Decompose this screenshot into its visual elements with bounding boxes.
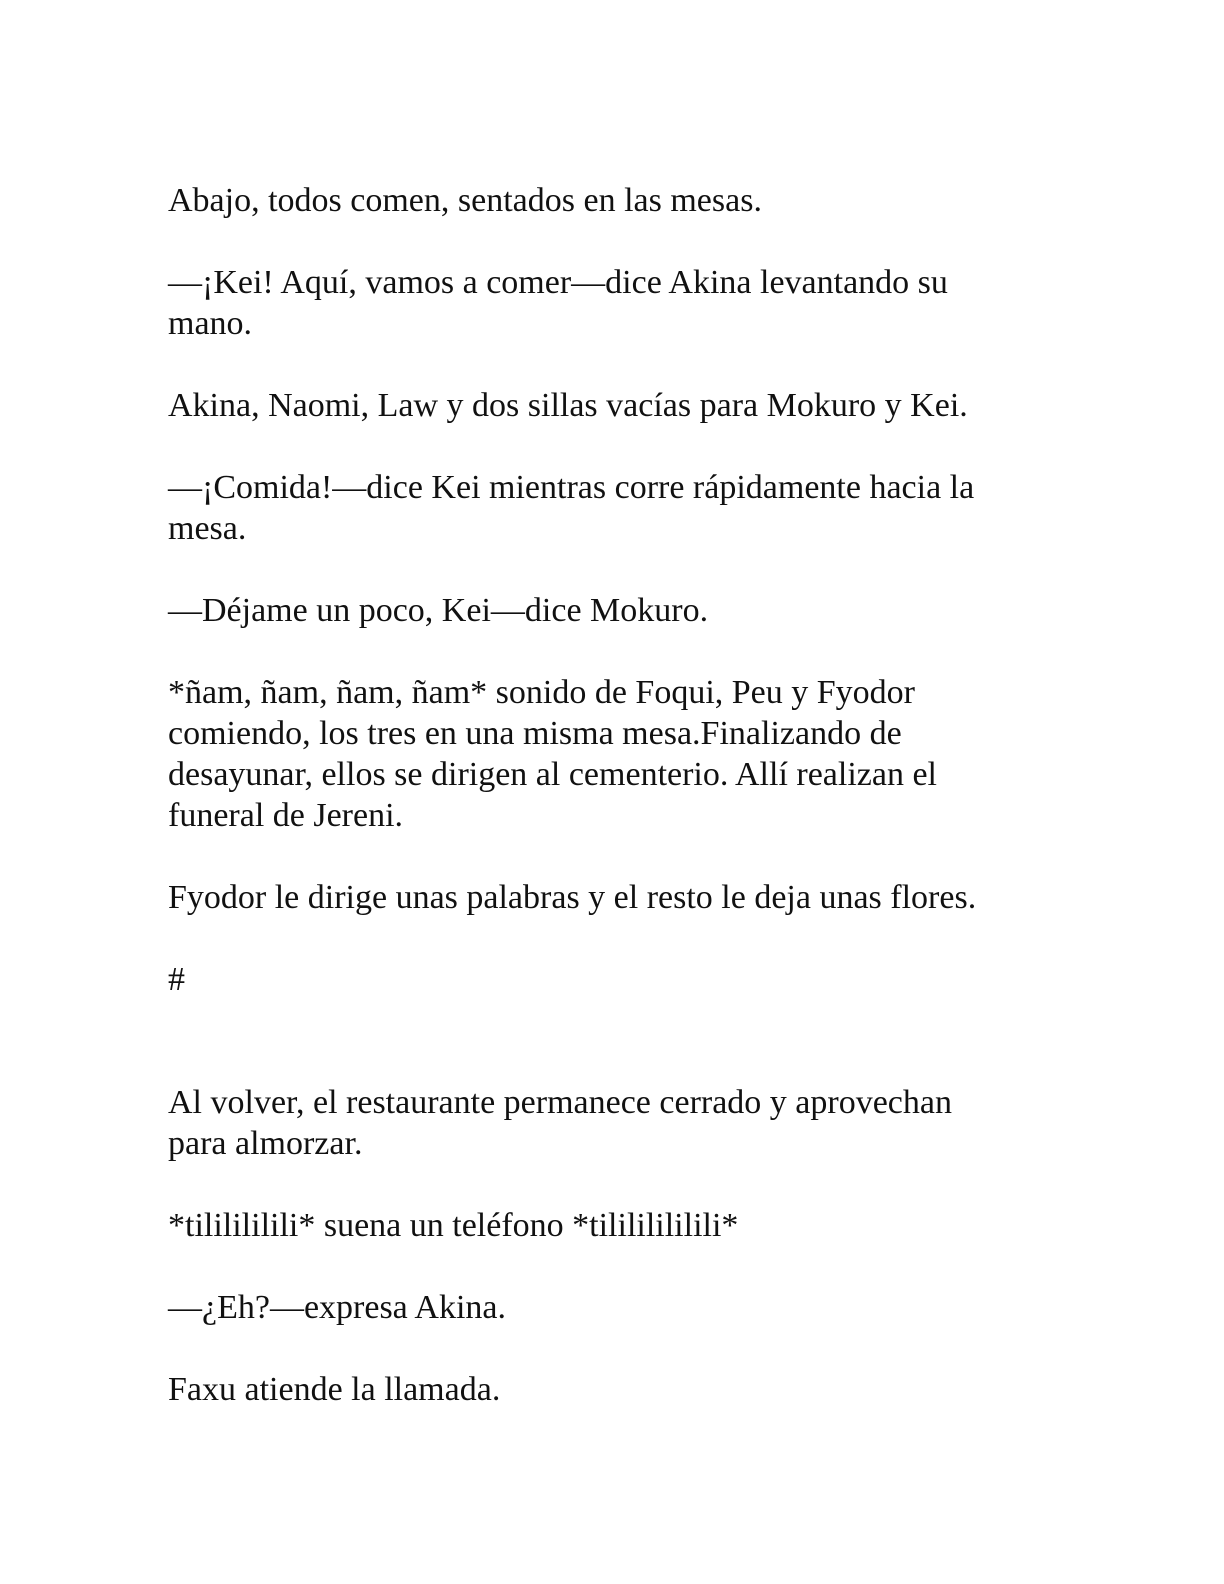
paragraph-8: Al volver, el restaurante permanece cerrado y aprovechan para almorzar. [168,1084,952,1162]
section-break: # [168,961,185,998]
paragraph-9: *tililililili* suena un teléfono *tilililililili* [168,1207,739,1244]
paragraph-1: Abajo, todos comen, sentados en las mesas. [168,182,762,219]
paragraph-11: Faxu atiende la llamada. [168,1371,501,1408]
paragraph-3: Akina, Naomi, Law y dos sillas vacías para Mokuro y Kei. [168,387,968,424]
paragraph-6: *ñam, ñam, ñam, ñam* sonido de Foqui, Peu y Fyodor comiendo, los tres en una misma mesa.Finalizando de desayunar, ellos se dirigen al cementerio. Allí realizan el funeral de Jereni. [168,674,938,834]
paragraph-4: —¡Comida!—dice Kei mientras corre rápidamente hacia la mesa. [168,469,975,547]
document-page [168,180,1048,1451]
paragraph-2: —¡Kei! Aquí, vamos a comer—dice Akina levantando su mano. [168,264,948,342]
paragraph-7: Fyodor le dirige unas palabras y el resto le deja unas flores. [168,879,977,916]
paragraph-5: —Déjame un poco, Kei—dice Mokuro. [168,592,709,629]
paragraph-10: —¿Eh?—expresa Akina. [168,1289,506,1326]
